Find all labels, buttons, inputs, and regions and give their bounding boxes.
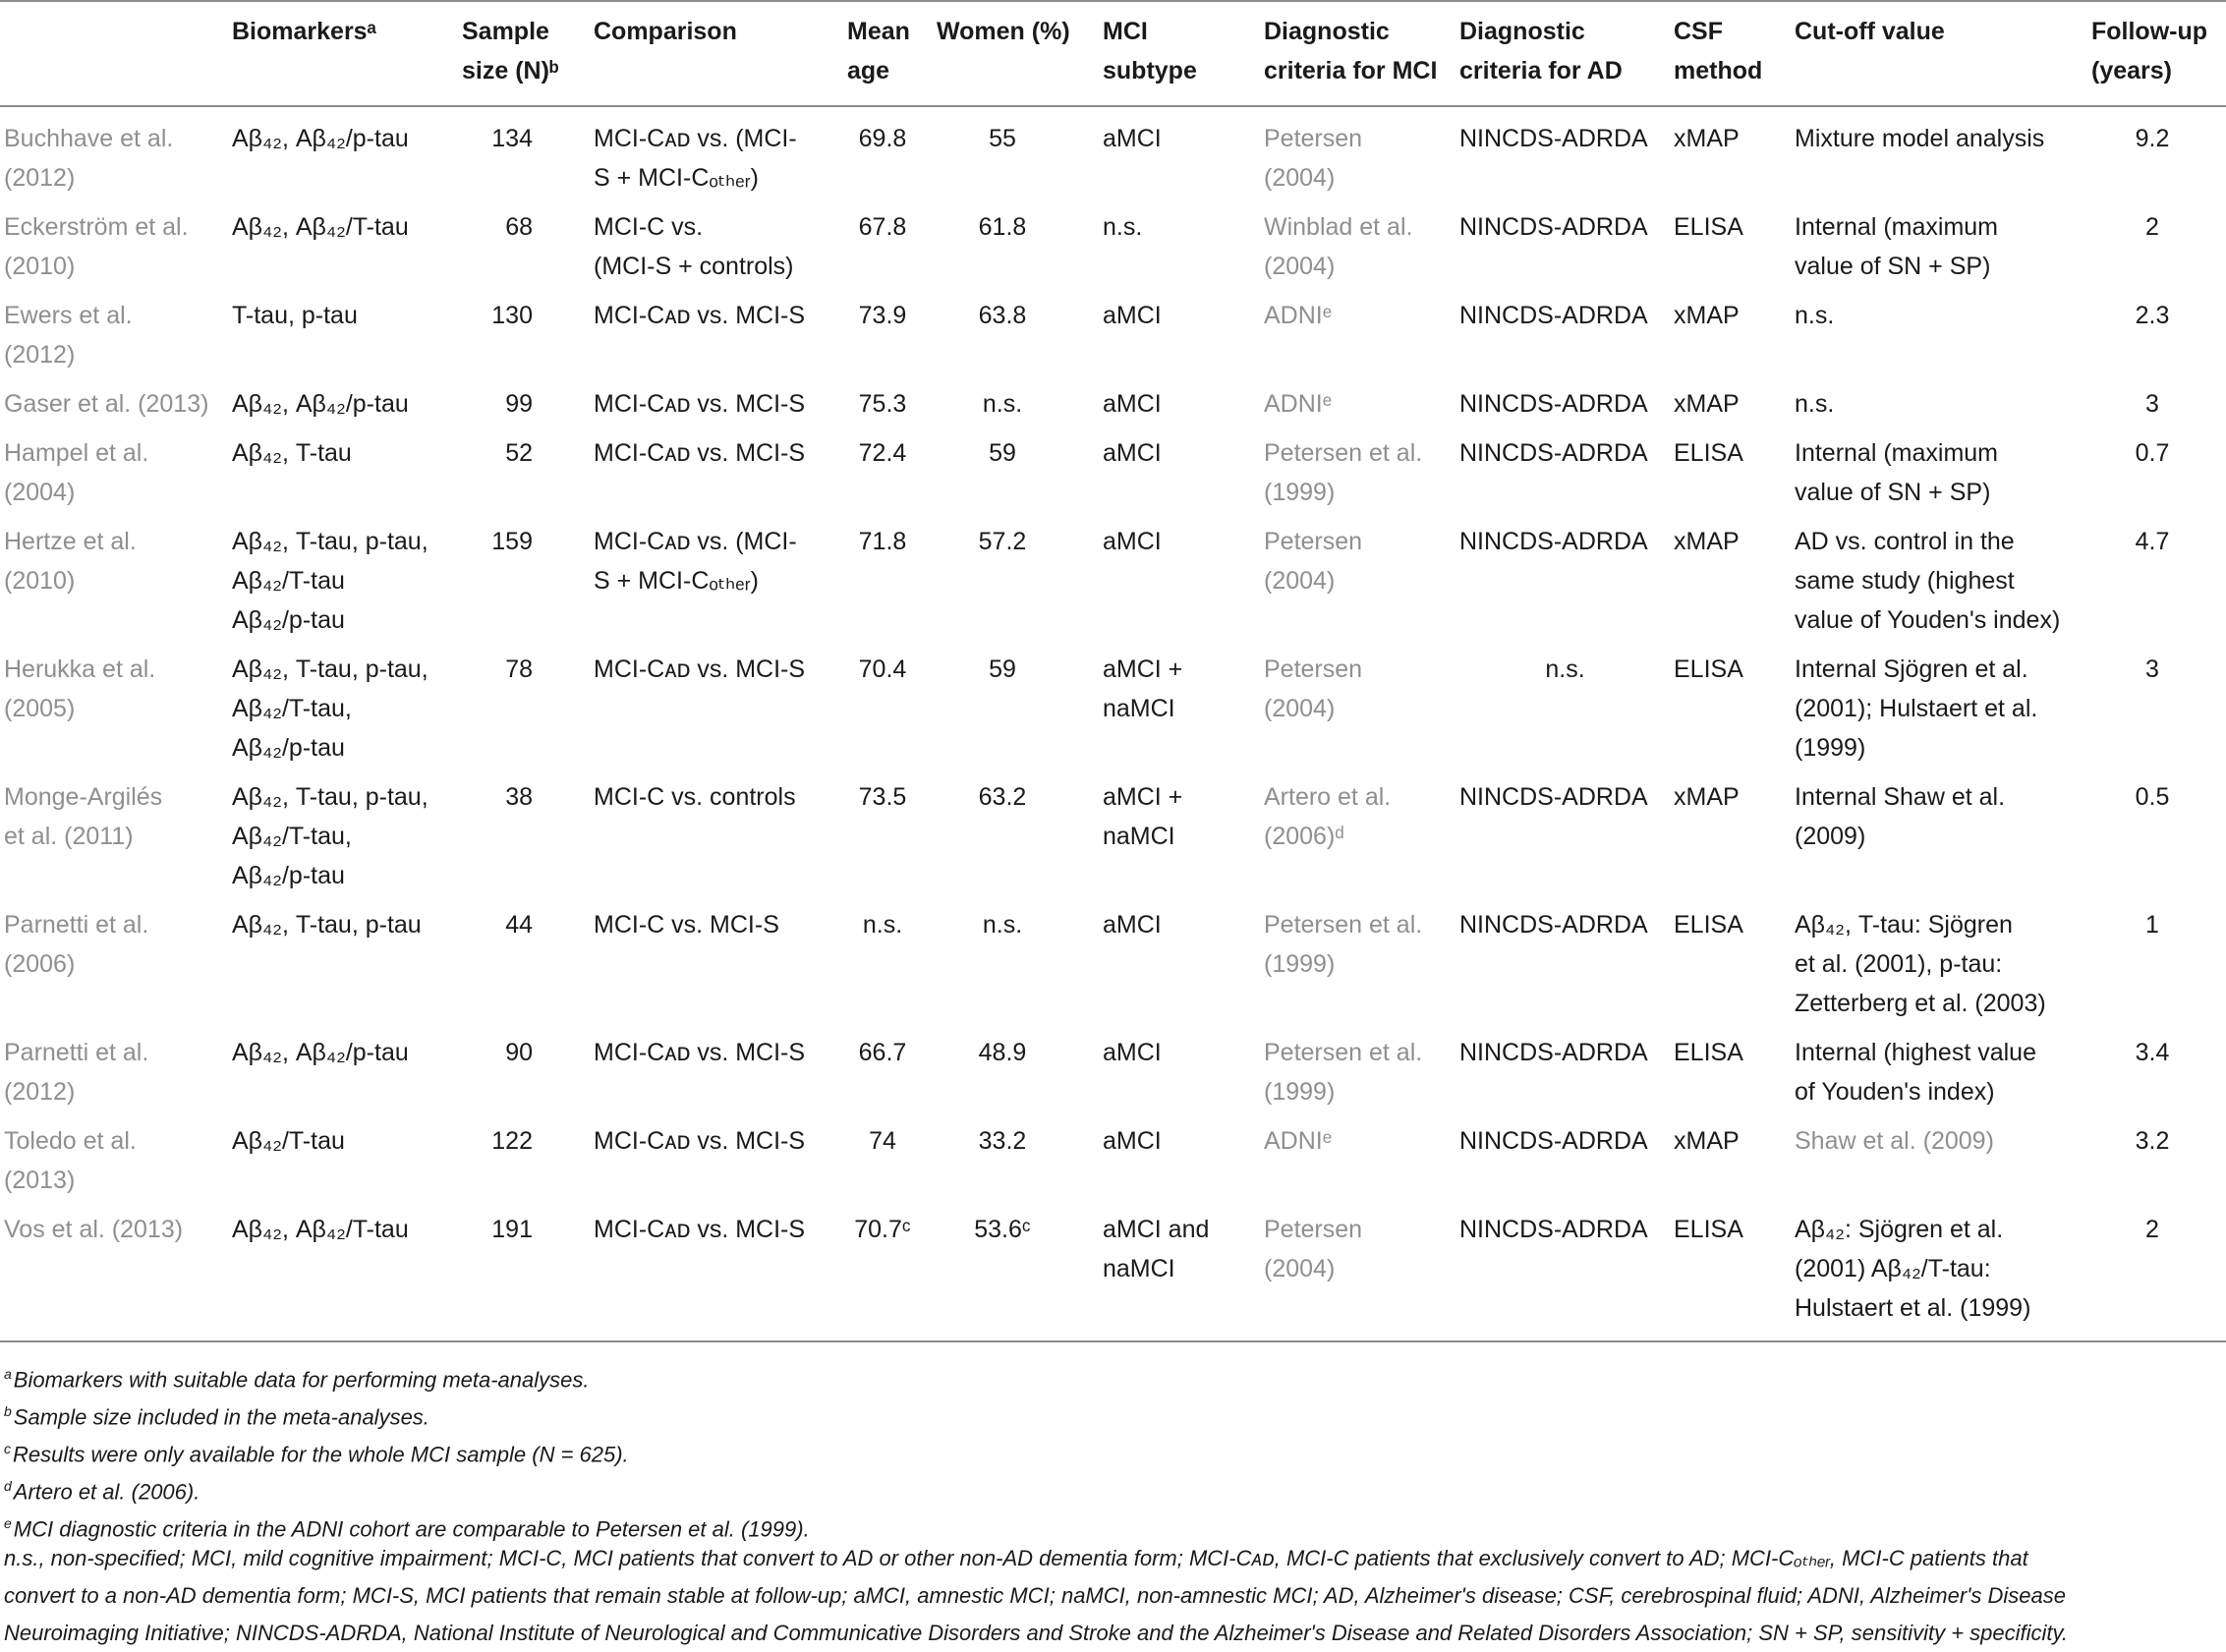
cell-sample: 52 [505,439,533,467]
cell-comparison: MCI-Cᴀᴅ vs. MCI-S [594,439,806,467]
column-header-crit_ad: Diagnostic criteria for AD [1459,18,1623,85]
cell-cutoff: Internal Shaw et al. (2009) [1795,783,2006,850]
cell-comparison: MCI-Cᴀᴅ vs. (MCI- S + MCI-Cₒₜₕₑᵣ) [594,125,797,192]
cell-sample: 68 [505,213,533,241]
cell-age: 67.8 [858,213,907,241]
cell-comparison: MCI-Cᴀᴅ vs. MCI-S [594,390,806,418]
cell-women: 59 [989,655,1016,683]
cell-followup: 9.2 [2135,125,2170,152]
cell-biomarkers: Aβ₄₂, T-tau, p-tau, Aβ₄₂/T-tau Aβ₄₂/p-tau [232,528,428,634]
cell-followup: 0.7 [2135,439,2170,467]
footnote-text: Results were only available for the whole MCI sample (N = 625). [13,1442,629,1467]
cell-age: 74 [869,1127,896,1155]
cell-study: Gaser et al. (2013) [4,390,209,418]
footnote-text: Sample size included in the meta-analyses. [13,1404,429,1430]
cell-biomarkers: Aβ₄₂, T-tau [232,439,352,467]
cell-cutoff: Internal (maximum value of SN + SP) [1795,439,1998,506]
footnote-text: MCI diagnostic criteria in the ADNI cohort are comparable to Petersen et al. (1999). [13,1516,810,1542]
cell-csf: xMAP [1674,125,1740,152]
cell-followup: 3 [2145,390,2159,418]
footnote-mark: e [4,1515,12,1531]
cell-subtype: aMCI [1103,390,1162,418]
cell-women: 53.6ᶜ [974,1216,1031,1243]
cell-comparison: MCI-Cᴀᴅ vs. MCI-S [594,1127,806,1155]
cell-crit_mci: Winblad et al. (2004) [1264,213,1413,280]
footnote-d [4,1468,200,1510]
cell-study: Buchhave et al. (2012) [4,125,174,192]
footnote-mark: c [4,1441,11,1456]
cell-crit_ad: NINCDS-ADRDA [1459,911,1648,939]
cell-sample: 99 [505,390,533,418]
footnote-b [4,1394,429,1435]
column-header-comparison: Comparison [594,18,737,45]
column-header-women: Women (%) [937,18,1070,45]
cell-sample: 78 [505,655,533,683]
cell-crit_ad: NINCDS-ADRDA [1459,1216,1648,1243]
cell-comparison: MCI-C vs. MCI-S [594,911,779,939]
cell-cutoff: Aβ₄₂, T-tau: Sjögren et al. (2001), p-tau: Zetterberg et al. (2003) [1795,911,2046,1017]
cell-study: Eckerström et al. (2010) [4,213,189,280]
cell-crit_mci: Petersen et al. (1999) [1264,911,1423,978]
cell-followup: 2 [2145,1216,2159,1243]
cell-age: 73.5 [858,783,907,811]
cell-cutoff: Shaw et al. (2009) [1795,1127,1994,1155]
cell-cutoff: Internal (highest value of Youden's index) [1795,1039,2036,1106]
cell-cutoff: Internal (maximum value of SN + SP) [1795,213,1998,280]
cell-biomarkers: Aβ₄₂, Aβ₄₂/p-tau [232,125,409,152]
cell-subtype: aMCI [1103,1127,1162,1155]
cell-biomarkers: Aβ₄₂/T-tau [232,1127,345,1155]
cell-comparison: MCI-C vs. controls [594,783,796,811]
cell-followup: 3 [2145,655,2159,683]
column-header-cutoff: Cut-off value [1795,18,1945,45]
cell-subtype: aMCI [1103,528,1162,555]
column-header-sample: Sample size (N)ᵇ [462,18,559,85]
column-header-subtype: MCI subtype [1103,18,1197,85]
cell-subtype: aMCI and naMCI [1103,1216,1210,1282]
cell-study: Parnetti et al. (2006) [4,911,149,978]
cell-csf: xMAP [1674,783,1740,811]
cell-followup: 3.2 [2135,1127,2170,1155]
cell-cutoff: n.s. [1795,302,1835,329]
cell-crit_ad: NINCDS-ADRDA [1459,302,1648,329]
cell-csf: xMAP [1674,302,1740,329]
cell-crit_ad: NINCDS-ADRDA [1459,1127,1648,1155]
cell-comparison: MCI-Cᴀᴅ vs. (MCI- S + MCI-Cₒₜₕₑᵣ) [594,528,797,595]
cell-study: Toledo et al. (2013) [4,1127,137,1194]
footnote-mark: d [4,1478,12,1494]
cell-biomarkers: Aβ₄₂, T-tau, p-tau, Aβ₄₂/T-tau, Aβ₄₂/p-tau [232,783,428,889]
column-header-biomarkers: Biomarkersᵃ [232,18,377,45]
cell-women: 61.8 [978,213,1027,241]
footnote-c [4,1431,629,1472]
cell-csf: ELISA [1674,439,1743,467]
cell-subtype: n.s. [1103,213,1143,241]
cell-biomarkers: Aβ₄₂, T-tau, p-tau, Aβ₄₂/T-tau, Aβ₄₂/p-tau [232,655,428,762]
cell-cutoff: n.s. [1795,390,1835,418]
cell-age: 66.7 [858,1039,907,1066]
cell-age: 71.8 [858,528,907,555]
cell-sample: 130 [491,302,533,329]
cell-age: 70.4 [858,655,907,683]
cell-biomarkers: T-tau, p-tau [232,302,358,329]
cell-study: Monge-Argilés et al. (2011) [4,783,163,850]
cell-crit_ad: NINCDS-ADRDA [1459,125,1648,152]
cell-crit_ad: NINCDS-ADRDA [1459,1039,1648,1066]
cell-crit_mci: ADNIᵉ [1264,390,1333,418]
cell-cutoff: Aβ₄₂: Sjögren et al. (2001) Aβ₄₂/T-tau: Hulstaert et al. (1999) [1795,1216,2031,1322]
cell-women: 48.9 [978,1039,1027,1066]
cell-women: n.s. [982,911,1023,939]
cell-study: Herukka et al. (2005) [4,655,156,722]
column-header-followup: Follow-up (years) [2091,18,2208,85]
cell-sample: 38 [505,783,533,811]
cell-sample: 191 [491,1216,533,1243]
column-header-age: Mean age [847,18,910,85]
cell-subtype: aMCI + naMCI [1103,655,1183,722]
footnote-text: Artero et al. (2006). [13,1479,200,1505]
cell-study: Hertze et al. (2010) [4,528,137,595]
cell-csf: ELISA [1674,213,1743,241]
cell-study: Ewers et al. (2012) [4,302,133,369]
cell-comparison: MCI-Cᴀᴅ vs. MCI-S [594,1216,806,1243]
column-header-crit_mci: Diagnostic criteria for MCI [1264,18,1438,85]
cell-crit_mci: Artero et al. (2006)ᵈ [1264,783,1392,850]
cell-followup: 2 [2145,213,2159,241]
cell-study: Hampel et al. (2004) [4,439,149,506]
cell-csf: ELISA [1674,1216,1743,1243]
cell-age: n.s. [862,911,903,939]
cell-study: Parnetti et al. (2012) [4,1039,149,1106]
cell-comparison: MCI-C vs. (MCI-S + controls) [594,213,794,280]
cell-crit_ad: n.s. [1545,655,1585,683]
cell-crit_mci: Petersen (2004) [1264,655,1363,722]
abbreviations-note: n.s., non-specified; MCI, mild cognitive impairment; MCI-C, MCI patients that convert to AD or other non-AD dementia form; MCI-Cᴀᴅ, MCI-C patients that exclusively convert to AD; MCI-Cₒₜₕₑᵣ, MCI-C patients that convert to a non-AD dementia form; MCI-S, MCI patients that remain stable at follow-up; aMCI, amnestic MCI; naMCI, non-amnestic MCI; AD, Alzheimer's disease; CSF, cerebrospinal fluid; ADNI, Alzheimer's Disease Neuroimaging Initiative; NINCDS-ADRDA, National Institute of Neurological and Communicative Disorders and Stroke and the Alzheimer's Disease and Related Disorders Association; SN + SP, sensitivity + specificity. [4,1546,2069,1645]
cell-biomarkers: Aβ₄₂, Aβ₄₂/p-tau [232,390,409,418]
cell-csf: ELISA [1674,911,1743,939]
bottom-rule [0,1340,2226,1342]
cell-sample: 90 [505,1039,533,1066]
cell-cutoff: Internal Sjögren et al. (2001); Hulstaert et al. (1999) [1795,655,2038,762]
cell-women: 33.2 [978,1127,1027,1155]
cell-comparison: MCI-Cᴀᴅ vs. MCI-S [594,655,806,683]
cell-women: 63.2 [978,783,1027,811]
cell-crit_mci: Petersen et al. (1999) [1264,1039,1423,1106]
cell-study: Vos et al. (2013) [4,1216,184,1243]
cell-crit_mci: Petersen et al. (1999) [1264,439,1423,506]
top-rule [0,0,2226,2]
column-header-csf: CSF method [1674,18,1763,85]
cell-subtype: aMCI [1103,1039,1162,1066]
cell-sample: 44 [505,911,533,939]
footnote-mark: a [4,1366,12,1382]
cell-csf: xMAP [1674,390,1740,418]
cell-subtype: aMCI [1103,302,1162,329]
cell-crit_mci: Petersen (2004) [1264,528,1363,595]
cell-sample: 134 [491,125,533,152]
cell-subtype: aMCI [1103,125,1162,152]
cell-crit_mci: Petersen (2004) [1264,1216,1363,1282]
cell-csf: ELISA [1674,1039,1743,1066]
cell-csf: ELISA [1674,655,1743,683]
cell-crit_mci: ADNIᵉ [1264,1127,1333,1155]
cell-biomarkers: Aβ₄₂, Aβ₄₂/T-tau [232,213,409,241]
cell-crit_ad: NINCDS-ADRDA [1459,213,1648,241]
cell-followup: 2.3 [2135,302,2170,329]
cell-age: 69.8 [858,125,907,152]
cell-age: 70.7ᶜ [854,1216,911,1243]
cell-crit_ad: NINCDS-ADRDA [1459,439,1648,467]
cell-followup: 3.4 [2135,1039,2170,1066]
cell-women: 59 [989,439,1016,467]
cell-comparison: MCI-Cᴀᴅ vs. MCI-S [594,1039,806,1066]
cell-women: 63.8 [978,302,1027,329]
footnote-text: Biomarkers with suitable data for performing meta-analyses. [13,1367,590,1393]
cell-comparison: MCI-Cᴀᴅ vs. MCI-S [594,302,806,329]
cell-subtype: aMCI [1103,439,1162,467]
footnote-a [4,1356,590,1397]
header-rule [0,105,2226,107]
cell-followup: 1 [2145,911,2159,939]
cell-women: 57.2 [978,528,1027,555]
cell-cutoff: Mixture model analysis [1795,125,2045,152]
cell-followup: 4.7 [2135,528,2170,555]
cell-age: 72.4 [858,439,907,467]
cell-subtype: aMCI + naMCI [1103,783,1183,850]
cell-sample: 122 [491,1127,533,1155]
cell-cutoff: AD vs. control in the same study (highest value of Youden's index) [1795,528,2061,634]
cell-followup: 0.5 [2135,783,2170,811]
cell-crit_ad: NINCDS-ADRDA [1459,528,1648,555]
cell-crit_mci: Petersen (2004) [1264,125,1363,192]
cell-biomarkers: Aβ₄₂, T-tau, p-tau [232,911,422,939]
cell-age: 73.9 [858,302,907,329]
cell-subtype: aMCI [1103,911,1162,939]
cell-women: n.s. [982,390,1023,418]
cell-women: 55 [989,125,1016,152]
cell-csf: xMAP [1674,528,1740,555]
cell-biomarkers: Aβ₄₂, Aβ₄₂/T-tau [232,1216,409,1243]
cell-sample: 159 [491,528,533,555]
cell-crit_ad: NINCDS-ADRDA [1459,783,1648,811]
cell-crit_ad: NINCDS-ADRDA [1459,390,1648,418]
cell-crit_mci: ADNIᵉ [1264,302,1333,329]
cell-csf: xMAP [1674,1127,1740,1155]
cell-biomarkers: Aβ₄₂, Aβ₄₂/p-tau [232,1039,409,1066]
cell-age: 75.3 [858,390,907,418]
footnote-mark: b [4,1403,12,1419]
